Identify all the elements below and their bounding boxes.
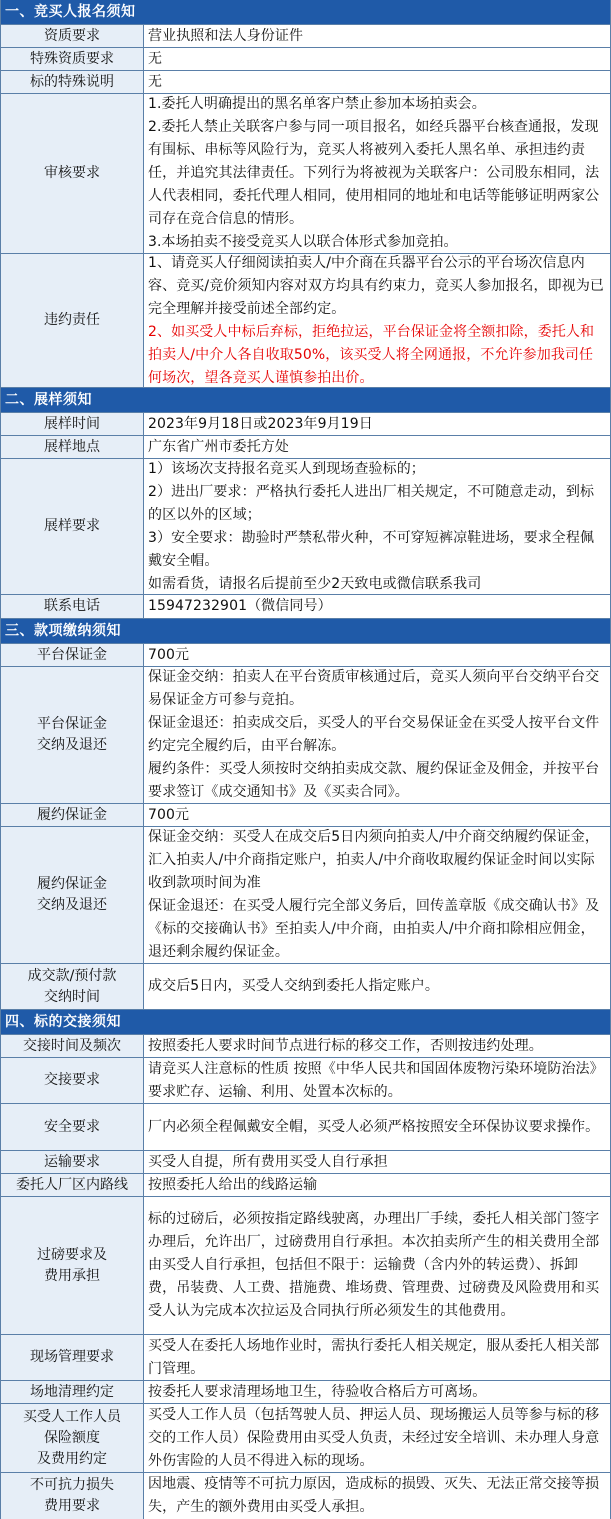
row-value (144, 595, 610, 618)
row-label: 审核要求 (1, 94, 144, 253)
row-label: 过磅要求及 费用承担 (1, 1197, 144, 1334)
row-label: 标的特殊说明 (1, 71, 144, 93)
row-label: 现场管理要求 (1, 1335, 144, 1380)
row-value: 厂内必须全程佩戴安全帽，买受人必须严格按照安全环保协议要求操作。 (148, 1118, 600, 1135)
row-value: 因地震、疫情等不可抗力原因，造成标的损毁、灭失、无法正常交接等损失，产生的额外费用由买受人承担。 (148, 1476, 600, 1515)
row-label: 特殊资质要求 (1, 48, 144, 70)
contact-phone: 15947232901（微信同号） (148, 598, 332, 614)
row-performance-deposit-procedure (1, 827, 610, 964)
row-label: 成交款/预付款 交纳时间 (1, 964, 144, 1009)
row-force-majeure (1, 1473, 610, 1519)
row-value: 成交后5日内，买受人交纳到委托人指定账户。 (148, 978, 440, 994)
section-header-viewing: 二、展样须知 (1, 388, 610, 413)
default-line-2-warning: 2、如买受人中标后弃标，拒绝拉运，平台保证金将全额扣除，委托人和拍卖人/中介人各自收取50%，该买受人将全网通报，不允许参加我司任何场次，望各竞买人谨慎参拍出价。 (148, 323, 595, 386)
default-line-1: 1、请竞买人仔细阅读拍卖人/中介商在兵器平台公示的平台场次信息内容、竞买/竞价须知内容对双方均具有约束力，竞买人参加报名，即视为已完全理解并接受前述全部约定。 (148, 254, 605, 317)
row-label: 平台保证金 (1, 644, 144, 666)
row-label: 履约保证金 (1, 804, 144, 826)
row-value: 广东省广州市委托方处 (148, 438, 289, 455)
row-transport-requirements (1, 1151, 610, 1174)
row-label: 展样时间 (1, 413, 144, 435)
row-value: 买受人在委托人场地作业时，需执行委托人相关规定，服从委托人相关部门管理。 (148, 1337, 600, 1377)
row-insurance (1, 1404, 610, 1473)
row-value: 买受人工作人员（包括驾驶人员、押运人员、现场搬运人员等参与标的移交的工作人员）保险费用由买受人负责，未经过安全培训、未办理人身意外伤害险的人员不得进入标的现场。 (148, 1406, 600, 1469)
row-value: 2023年9月18日或2023年9月19日 (148, 415, 373, 432)
row-label: 平台保证金 交纳及退还 (1, 667, 144, 803)
row-value: 1）该场次支持报名竞买人到现场查验标的； 2）进出厂要求：严格执行委托人进出厂相关规定，不可随意走动，到标的区以外的区域； 3）安全要求：勘验时严禁私带火种，不可穿短裤凉鞋进场，要求全程佩戴安全帽。 如需看货，请报名后提前至少2天致电或微信联系我司 (148, 460, 595, 592)
section-header-registration: 一、竞买人报名须知 (1, 0, 610, 25)
row-review (1, 94, 610, 254)
row-payment-time (1, 964, 610, 1010)
row-viewing-place (1, 436, 610, 459)
row-value: 700元 (148, 806, 190, 823)
review-line-3: 3.本场拍卖不接受竞买人以联合体形式参加竞拍。 (148, 234, 458, 250)
row-value: 按照委托人给出的线路运输 (148, 1176, 318, 1193)
row-special-qualification (1, 48, 610, 71)
row-site-cleanup (1, 1381, 610, 1404)
row-value: 无 (148, 50, 163, 67)
row-value: 请竞买人注意标的性质 按照《中华人民共和国固体废物污染环境防治法》要求贮存、运输、利用、处置本次标的。 (148, 1060, 604, 1100)
row-site-management (1, 1335, 610, 1381)
review-line-1: 1.委托人明确提出的黑名单客户禁止参加本场拍卖会。 (148, 96, 486, 112)
row-value: 买受人自提，所有费用买受人自行承担 (148, 1153, 388, 1170)
row-label: 资质要求 (1, 25, 144, 47)
row-performance-deposit (1, 804, 610, 827)
row-qualification (1, 25, 610, 48)
row-viewing-requirements (1, 459, 610, 595)
row-special-note (1, 71, 610, 94)
row-label: 运输要求 (1, 1151, 144, 1173)
row-plant-route (1, 1174, 610, 1197)
row-value (144, 94, 610, 253)
row-weighing-fees (1, 1197, 610, 1335)
row-value (144, 254, 610, 387)
row-label: 场地清理约定 (1, 1381, 144, 1403)
row-contact-phone (1, 595, 610, 619)
row-value: 保证金交纳：买受人在成交后5日内须向拍卖人/中介商交纳履约保证金，汇入拍卖人/中介商指定账户，拍卖人/中介商收取履约保证金时间以实际收到款项时间为准 保证金退还：在买受人履行完全部义务后，回传盖章版《成交确认书》及《标的交接确认书》至拍卖人/中介商，由拍卖人/中介商扣除相应佣金，退还剩余履约保证金。 (148, 829, 600, 960)
row-viewing-time (1, 413, 610, 436)
section-header-handover: 四、标的交接须知 (1, 1010, 610, 1035)
row-label: 展样要求 (1, 459, 144, 594)
row-value: 保证金交纳：拍卖人在平台资质审核通过后，竞买人须向平台交纳平台交易保证金方可参与竞拍。 保证金退还：拍卖成交后，买受人的平台交易保证金在买受人按平台文件约定完全履约后，由平台解冻。 履约条件：买受人须按时交纳拍卖成交款、履约保证金及佣金，并按平台要求签订《成交通知书》及《买卖合同》。 (148, 669, 600, 800)
review-line-2: 2.委托人禁止关联客户参与同一项目报名，如经兵器平台核查通报，发现有围标、串标等风险行为，竞买人将被列入委托人黑名单、承担违约责任，并追究其法律责任。下列行为将被视为关联客户：公司股东相同，法人代表相同，委托代理人相同，使用相同的地址和电话等能够证明两家公司存在竞合信息的情形。 (148, 119, 600, 227)
row-label: 交接要求 (1, 1058, 144, 1103)
row-value: 按照委托人要求时间节点进行标的移交工作，否则按违约处理。 (148, 1037, 543, 1054)
row-default-liability (1, 254, 610, 388)
row-label: 展样地点 (1, 436, 144, 458)
row-label: 履约保证金 交纳及退还 (1, 827, 144, 963)
row-label: 安全要求 (1, 1104, 144, 1150)
row-label: 买受人工作人员 保险额度 及费用约定 (1, 1404, 144, 1472)
row-label: 违约责任 (1, 254, 144, 387)
row-label: 交接时间及频次 (1, 1035, 144, 1057)
row-value: 无 (148, 73, 163, 90)
row-handover-time (1, 1035, 610, 1058)
section-header-payment: 三、款项缴纳须知 (1, 619, 610, 644)
row-value: 按委托人要求清理场地卫生，待验收合格后方可离场。 (148, 1383, 487, 1400)
row-value: 700元 (148, 646, 190, 663)
row-label: 委托人厂区内路线 (1, 1174, 144, 1196)
row-handover-requirements (1, 1058, 610, 1104)
row-safety-requirements (1, 1104, 610, 1151)
row-platform-deposit-procedure (1, 667, 610, 804)
row-value: 标的过磅后，必须按指定路线驶离，办理出厂手续，委托人相关部门签字办理后，允许出厂，过磅费用自行承担。本次拍卖所产生的相关费用全部由买受人自行承担，包括但不限于：运输费（含内外的转运费）、拆卸费，吊装费、人工费、措施费、堆场费、管理费、过磅费及风险费用和买受人认为完成本次拉运及合同执行所必须发生的其他费用。 (148, 1211, 600, 1319)
row-value: 营业执照和法人身份证件 (148, 27, 304, 44)
row-label: 不可抗力损失 费用要求 (1, 1473, 144, 1519)
row-label: 联系电话 (1, 595, 144, 618)
row-platform-deposit (1, 644, 610, 667)
